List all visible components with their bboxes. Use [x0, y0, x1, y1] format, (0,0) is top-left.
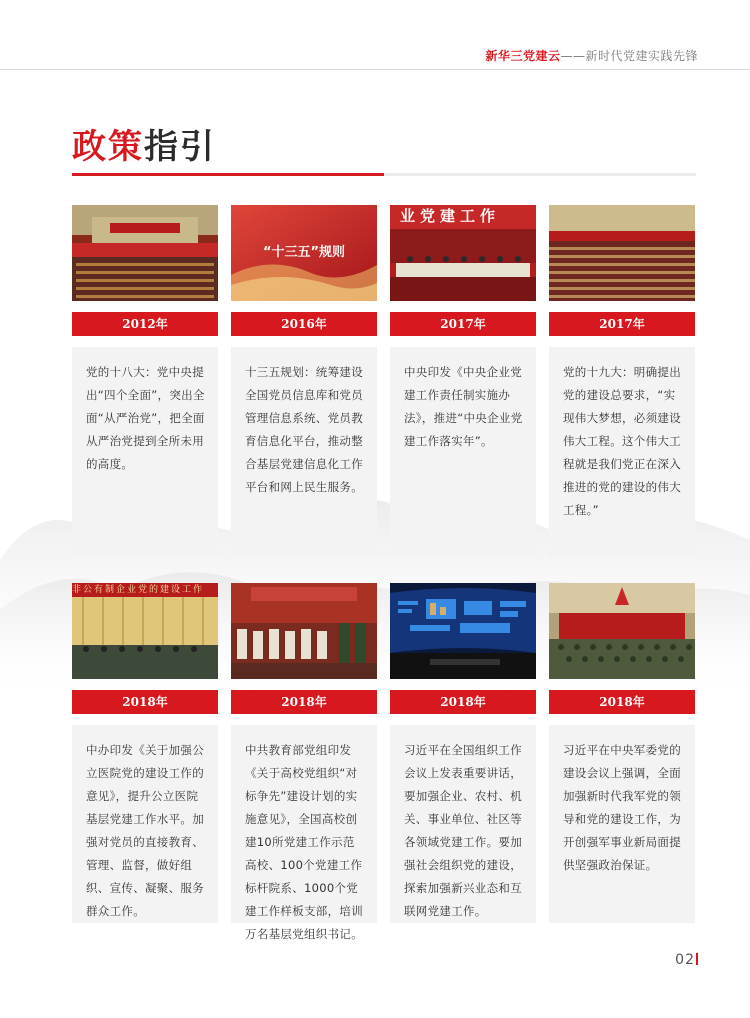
year-label: 2018年 — [231, 690, 377, 714]
card-description: 中共教育部党组印发《关于高校党组织“对标争先”建设计划的实施意见》，全国高校创建10所党建工作示范高校、100个党建工作标杆院系、1000个党建工作样板支部，培训万名基层党组织书记。 — [231, 725, 377, 923]
card-description: 习近平在中央军委党的建设会议上强调，全面加强新时代我军党的领导和党的建设工作，为开创强军事业新局面提供坚强政治保证。 — [549, 725, 695, 923]
photo-13th-five-year-plan — [231, 205, 377, 301]
year-label: 2012年 — [72, 312, 218, 336]
meeting-hall-icon — [72, 583, 218, 679]
five-year-plan-text: “十三五”规则 — [262, 245, 346, 260]
meeting-banner-text: 业党建工作 — [400, 207, 501, 225]
year-label: 2016年 — [231, 312, 377, 336]
photo-soe-party-meeting — [390, 205, 536, 301]
card-description: 习近平在全国组织工作会议上发表重要讲话，要加强企业、农村、机关、事业单位、社区等各领域党建工作。要加强社会组织党的建设，探索加强新兴业态和互联网党建工作。 — [390, 725, 536, 923]
page-number — [675, 952, 698, 968]
year-label: 2018年 — [549, 690, 695, 714]
header-tagline: ——新时代党建实践先锋 — [560, 49, 698, 63]
card-description: 党的十九大：明确提出党的建设总要求，“实现伟大梦想，必须建设伟大工程。这个伟大工程就是我们党正在深入推进的党的建设的伟大工程。” — [549, 347, 695, 558]
photo-19th-congress — [549, 205, 695, 301]
congress-hall-icon — [549, 205, 695, 301]
photo-military-conference — [549, 583, 695, 679]
card-description: 党的十八大：党中央提出“四个全面”，突出全面“从严治党”，把全面从严治党提到全所未用的高度。 — [72, 347, 218, 558]
photo-university-ceremony — [231, 583, 377, 679]
photo-congress-hall — [72, 205, 218, 301]
header-text — [485, 47, 698, 64]
conference-hall-icon — [549, 583, 695, 679]
ceremony-icon — [231, 583, 377, 679]
page-number-text: 02 — [675, 952, 695, 968]
brand-name: 新华三党建云 — [485, 49, 561, 63]
year-label: 2017年 — [549, 312, 695, 336]
year-label: 2018年 — [390, 690, 536, 714]
year-label: 2017年 — [390, 312, 536, 336]
year-label: 2018年 — [72, 690, 218, 714]
title-dark-part: 指引 — [144, 127, 216, 167]
card-description: 十三五规划：统筹建设全国党员信息库和党员管理信息系统、党员教育信息化平台，推动整合基层党建信息化工作平台和网上民生服务。 — [231, 347, 377, 558]
photo-data-screen-room — [390, 583, 536, 679]
page-number-bar — [696, 953, 698, 965]
title-red-part: 政策 — [72, 127, 144, 167]
card-description: 中央印发《中央企业党建工作责任制实施办法》，推进“中央企业党建工作落实年”。 — [390, 347, 536, 558]
title-underline — [72, 173, 696, 176]
photo-hospital-party-meeting — [72, 583, 218, 679]
page-header — [0, 0, 750, 70]
page-title — [72, 125, 216, 169]
meeting-banner-text: 非公有制企业党的建设工作 — [72, 585, 205, 595]
card-description: 中办印发《关于加强公立医院党的建设工作的意见》，提升公立医院基层党建工作水平。加强对党员的直接教育、管理、监督，做好组织、宣传、凝聚、服务群众工作。 — [72, 725, 218, 923]
congress-hall-icon — [72, 205, 218, 301]
data-screen-icon — [390, 583, 536, 679]
